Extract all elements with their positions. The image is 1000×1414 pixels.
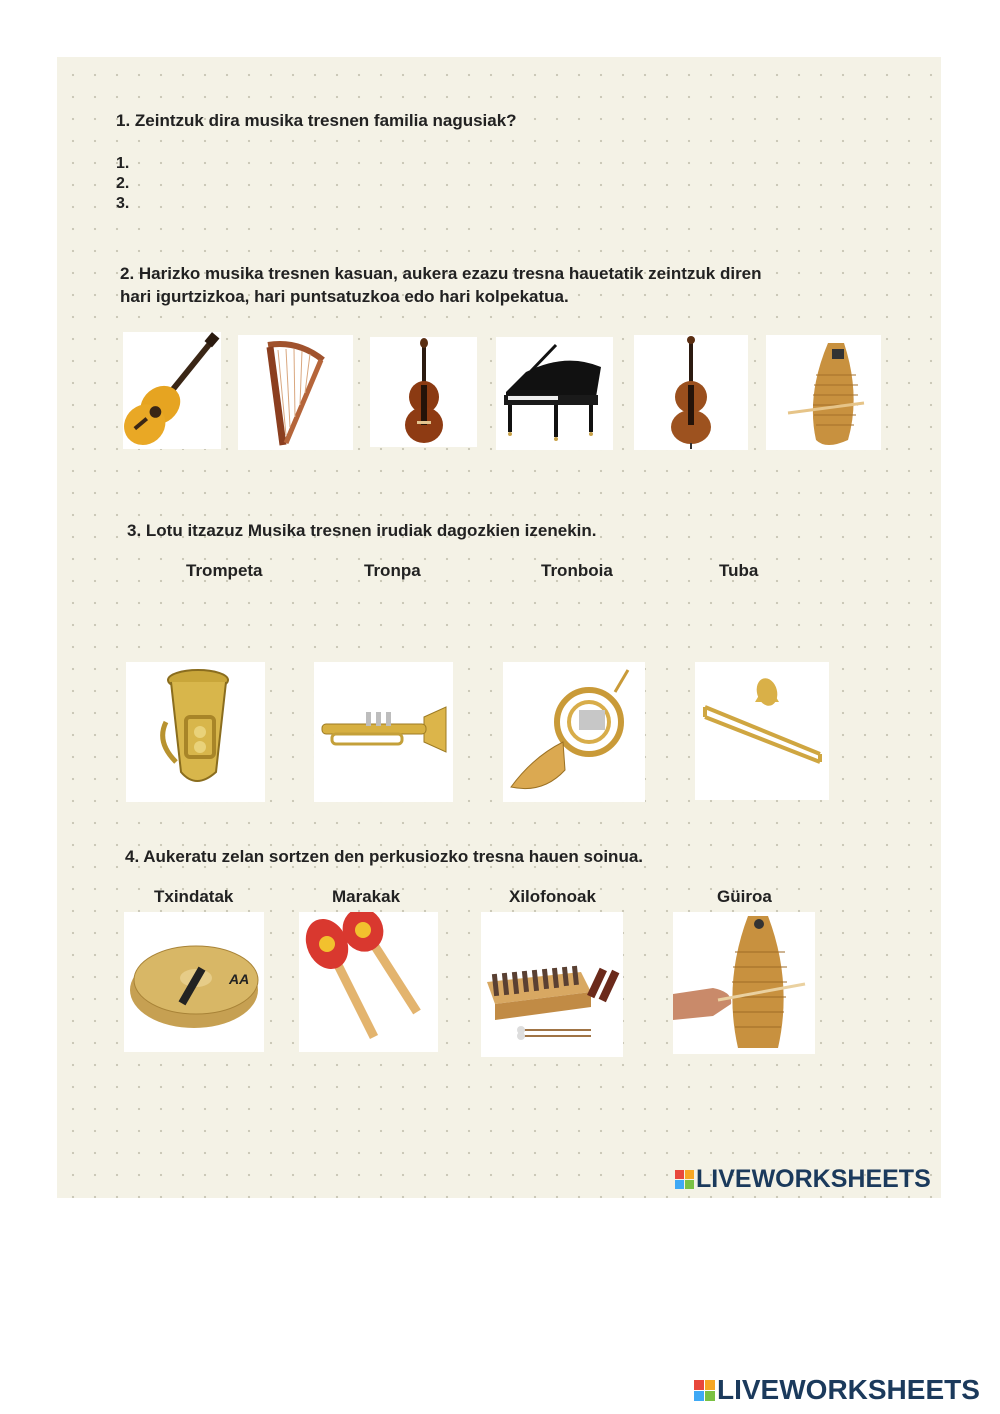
label-guiroa: Güiroa [717, 887, 772, 906]
xylophone-image [481, 912, 623, 1057]
trumpet-image [314, 662, 453, 802]
violin-image [370, 337, 477, 447]
liveworksheets-logo-inner [675, 1165, 931, 1194]
tuba-image [126, 662, 265, 802]
guitar-image [123, 332, 221, 449]
harp-image [238, 335, 353, 450]
name-label-tronboia: Tronboia [541, 561, 613, 580]
answer-number-2: 2. [116, 175, 130, 192]
question-1-title: 1. Zeintzuk dira musika tresnen familia nagusiak? [116, 111, 517, 130]
worksheet-page [57, 57, 941, 1198]
question-3-title: 3. Lotu itzazuz Musika tresnen irudiak dagozkien izenekin. [127, 521, 597, 540]
logo-blocks-icon [694, 1380, 715, 1401]
french-horn-image [503, 662, 645, 802]
piano-image [496, 337, 613, 450]
cello-image [634, 335, 748, 450]
liveworksheets-logo-footer[interactable] [694, 1374, 980, 1406]
answer-number-1: 1. [116, 155, 130, 172]
logo-blocks-icon [675, 1170, 694, 1189]
cymbals-image [124, 912, 264, 1052]
answer-number-3: 3. [116, 195, 130, 212]
maracas-image [299, 912, 438, 1052]
logo-text: LIVEWORKSHEETS [717, 1374, 980, 1405]
svg-text:AA: AA [229, 971, 250, 987]
guiro-image [673, 912, 815, 1054]
name-label-tronpa: Tronpa [364, 561, 421, 580]
label-marakak: Marakak [332, 887, 401, 906]
question-4-title: 4. Aukeratu zelan sortzen den perkusiozko tresna hauen soinua. [125, 847, 644, 866]
guiro-image [766, 335, 881, 450]
trombone-image [695, 662, 829, 800]
label-xilofonoak: Xilofonoak [509, 887, 596, 906]
logo-text: LIVEWORKSHEETS [696, 1165, 931, 1193]
question-2-line-2: hari igurtzizkoa, hari puntsatuzkoa edo hari kolpekatua. [120, 287, 569, 306]
name-label-tuba: Tuba [719, 561, 759, 580]
label-txindatak: Txindatak [154, 887, 234, 906]
name-label-trompeta: Trompeta [186, 561, 263, 580]
question-2-line-1: 2. Harizko musika tresnen kasuan, aukera ezazu tresna hauetatik zeintzuk diren [120, 264, 762, 283]
